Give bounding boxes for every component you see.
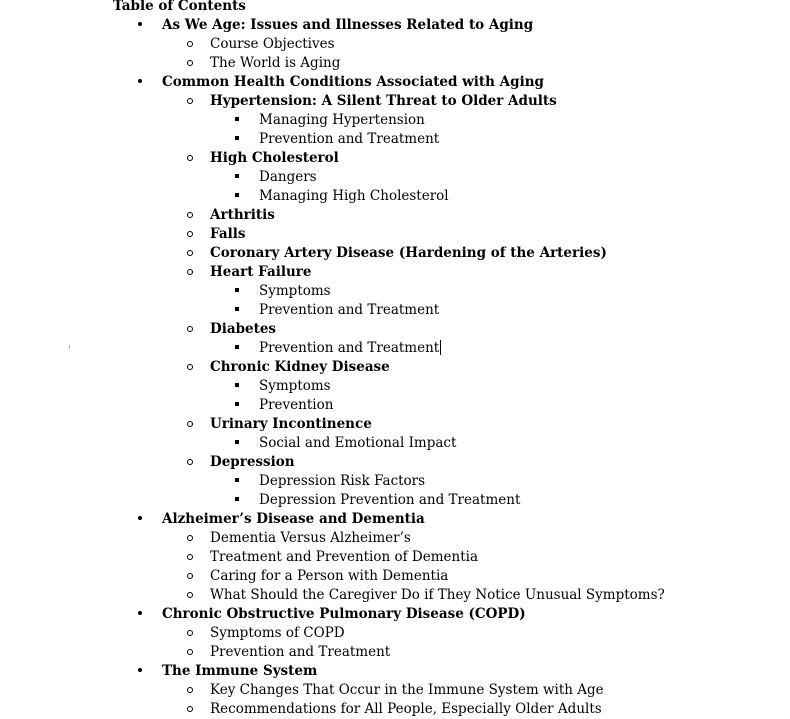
text-cursor-icon [440,340,441,355]
toc-item-text: Symptoms [259,378,331,394]
toc-item-label [210,358,390,377]
toc-item-label [210,453,295,472]
square-bullet-icon [231,339,243,358]
toc-item-text: Coronary Artery Disease (Hardening of the Arteries) [210,245,607,261]
square-bullet-icon [231,377,243,396]
toc-item-text: As We Age: Issues and Illnesses Related to Aging [162,17,534,33]
circle-bullet-icon [184,681,196,700]
square-bullet-icon [231,396,243,415]
toc-item-label [210,225,245,244]
toc-item-text: Prevention and Treatment [259,340,440,356]
toc-item-label [210,320,276,339]
toc-item-text: The Immune System [162,663,318,679]
toc-item-text: Managing Hypertension [259,112,425,128]
disc-bullet-icon [134,73,146,92]
toc-item-text: Course Objectives [210,36,335,52]
toc-item-label [259,111,425,130]
toc-item-text: Prevention and Treatment [259,131,440,147]
square-bullet-icon [231,168,243,187]
toc-item-label [210,35,335,54]
toc-item-label [210,681,604,700]
toc-item-text: Common Health Conditions Associated with Aging [162,74,544,90]
toc-title: Table of Contents [113,0,246,14]
disc-bullet-icon [134,510,146,529]
square-bullet-icon [231,491,243,510]
toc-item-label [210,624,345,643]
circle-bullet-icon [184,263,196,282]
toc-item-label [259,434,456,453]
toc-item-label [162,16,533,35]
toc-item-text: Key Changes That Occur in the Immune System with Age [210,682,604,698]
circle-bullet-icon [184,244,196,263]
toc-item-label [259,491,520,510]
toc-item-text: High Cholesterol [210,150,339,166]
circle-bullet-icon [184,529,196,548]
toc-item-label [259,301,439,320]
circle-bullet-icon [184,586,196,605]
toc-item-text: Chronic Kidney Disease [210,359,390,375]
toc-item-text: Caring for a Person with Dementia [210,568,449,584]
toc-item-label [259,282,331,301]
toc-item-text: Social and Emotional Impact [259,435,457,451]
toc-item-label [210,54,340,73]
circle-bullet-icon [184,149,196,168]
circle-bullet-icon [184,643,196,662]
toc-item-label [259,339,441,358]
square-bullet-icon [231,301,243,320]
toc-item-text: Prevention [259,397,334,413]
circle-bullet-icon [184,700,196,719]
toc-item-label [162,73,544,92]
toc-item-label [210,548,478,567]
toc-item-label [259,168,317,187]
toc-item-text: Symptoms [259,283,331,299]
toc-item-label [210,92,557,111]
circle-bullet-icon [184,35,196,54]
toc-item-label [259,377,331,396]
toc-item-text: Dangers [259,169,317,185]
toc-item-label [162,662,317,681]
square-bullet-icon [231,472,243,491]
toc-item-text: Chronic Obstructive Pulmonary Disease (COPD) [162,606,526,622]
square-bullet-icon [231,282,243,301]
circle-bullet-icon [184,92,196,111]
disc-bullet-icon [134,16,146,35]
toc-item-text: Depression Prevention and Treatment [259,492,521,508]
square-bullet-icon [231,434,243,453]
toc-item-label [210,567,448,586]
toc-item-label [259,187,449,206]
toc-item-label [259,396,333,415]
circle-bullet-icon [184,415,196,434]
toc-item-label [210,263,312,282]
toc-item-label [210,643,390,662]
toc-item-text: Recommendations for All People, Especially Older Adults [210,701,602,717]
circle-bullet-icon [184,54,196,73]
square-bullet-icon [231,130,243,149]
circle-bullet-icon [184,624,196,643]
toc-item-text: The World is Aging [210,55,341,71]
toc-item-label [210,149,339,168]
toc-item-text: Alzheimer’s Disease and Dementia [162,511,425,527]
toc-item-text: Prevention and Treatment [259,302,440,318]
toc-item-text: Urinary Incontinence [210,416,372,432]
circle-bullet-icon [184,358,196,377]
toc-item-text: Falls [210,226,246,242]
toc-item-label [259,472,425,491]
toc-item-text: Diabetes [210,321,277,337]
toc-item-label [210,415,372,434]
disc-bullet-icon [134,605,146,624]
toc-item-text: Dementia Versus Alzheimer’s [210,530,411,546]
disc-bullet-icon [134,662,146,681]
toc-item-label [162,510,425,529]
circle-bullet-icon [184,225,196,244]
toc-item-text: Heart Failure [210,264,312,280]
toc-item-text: Depression [210,454,295,470]
toc-item-text: Symptoms of COPD [210,625,345,641]
toc-item-text: Arthritis [210,207,275,223]
circle-bullet-icon [184,320,196,339]
circle-bullet-icon [184,548,196,567]
toc-item-text: Treatment and Prevention of Dementia [210,549,478,565]
toc-item-text: Prevention and Treatment [210,644,391,660]
toc-item-label [259,130,439,149]
toc-item-text: Managing High Cholesterol [259,188,449,204]
toc-item-text: Depression Risk Factors [259,473,426,489]
square-bullet-icon [231,111,243,130]
circle-bullet-icon [184,567,196,586]
circle-bullet-icon [184,453,196,472]
toc-item-text: What Should the Caregiver Do if They Notice Unusual Symptoms? [210,587,665,603]
toc-item-label [210,529,411,548]
toc-item-text: Hypertension: A Silent Threat to Older Adults [210,93,557,109]
square-bullet-icon [231,187,243,206]
toc-item-label [210,244,607,263]
toc-item-label [210,700,602,719]
stray-mark [69,345,70,349]
toc-item-label [162,605,526,624]
toc-item-label [210,586,665,605]
toc-item-label [210,206,275,225]
circle-bullet-icon [184,206,196,225]
